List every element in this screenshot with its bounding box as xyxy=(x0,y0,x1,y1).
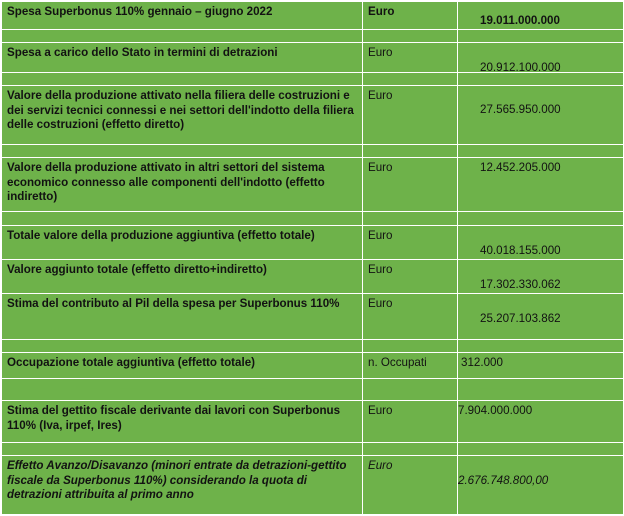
row-unit: Euro xyxy=(363,2,458,30)
row-label: Valore della produzione attivato in altri settori del sistema economico connesso alle componenti dell'indotto (effetto indiretto) xyxy=(2,158,363,212)
table-row xyxy=(2,158,624,212)
row-label: Effetto Avanzo/Disavanzo (minori entrate da detrazioni-gettito fiscale da Superbonus 110%) considerando la quota di detrazioni attribuita al primo anno xyxy=(2,456,363,516)
row-value: 20.912.100.000 xyxy=(480,61,561,73)
table-row xyxy=(2,226,624,260)
row-value-cell xyxy=(458,353,624,379)
superbonus-table-container xyxy=(1,1,623,514)
spacer-row xyxy=(2,73,624,86)
row-unit: Euro xyxy=(363,158,458,212)
spacer-row xyxy=(2,145,624,158)
row-value: 25.207.103.862 xyxy=(480,312,561,325)
row-value: 27.565.950.000 xyxy=(480,103,561,116)
table-row xyxy=(2,401,624,443)
row-unit: Euro xyxy=(363,226,458,260)
superbonus-table xyxy=(1,1,624,516)
spacer-row xyxy=(2,379,624,401)
row-label: Occupazione totale aggiuntiva (effetto totale) xyxy=(2,353,363,379)
row-value: 17.302.330.062 xyxy=(480,278,561,291)
table-row xyxy=(2,43,624,73)
row-unit: Euro xyxy=(363,43,458,73)
row-unit: Euro xyxy=(363,456,458,516)
row-unit: Euro xyxy=(363,86,458,145)
table-row xyxy=(2,294,624,340)
row-value-cell xyxy=(458,260,624,294)
row-value: 19.011.000.000 xyxy=(480,14,560,27)
spacer-row xyxy=(2,212,624,226)
row-value: 312.000 xyxy=(461,356,503,369)
row-label: Totale valore della produzione aggiuntiva (effetto totale) xyxy=(2,226,363,260)
row-unit: Euro xyxy=(363,260,458,294)
spacer-row xyxy=(2,30,624,43)
row-value-cell xyxy=(458,294,624,340)
spacer-row xyxy=(2,340,624,353)
table-row xyxy=(2,86,624,145)
row-label: Spesa Superbonus 110% gennaio – giugno 2022 xyxy=(2,2,363,30)
row-value: 12.452.205.000 xyxy=(480,161,561,174)
table-row xyxy=(2,2,624,30)
row-unit: n. Occupati xyxy=(363,353,458,379)
table-row xyxy=(2,456,624,516)
row-label: Valore aggiunto totale (effetto diretto+indiretto) xyxy=(2,260,363,294)
row-label: Valore della produzione attivato nella filiera delle costruzioni e dei servizi tecnici connessi e nei settori dell'indotto della filiera delle costruzioni (effetto diretto) xyxy=(2,86,363,145)
row-unit: Euro xyxy=(363,294,458,340)
row-value: 7.904.000.000 xyxy=(458,404,533,417)
row-value: 2.676.748.800,00 xyxy=(458,474,549,487)
row-label: Stima del gettito fiscale derivante dai lavori con Superbonus 110% (Iva, irpef, Ires) xyxy=(2,401,363,443)
spacer-row xyxy=(2,443,624,456)
row-label: Stima del contributo al Pil della spesa per Superbonus 110% xyxy=(2,294,363,340)
row-label: Spesa a carico dello Stato in termini di detrazioni xyxy=(2,43,363,73)
row-value-cell xyxy=(458,43,624,73)
row-value-cell xyxy=(458,86,624,145)
row-unit: Euro xyxy=(363,401,458,443)
row-value: 40.018.155.000 xyxy=(480,244,561,257)
row-value-cell xyxy=(458,226,624,260)
row-value-cell xyxy=(458,401,624,443)
table-row xyxy=(2,260,624,294)
table-row xyxy=(2,353,624,379)
row-value-cell xyxy=(458,2,624,30)
row-value-cell xyxy=(458,158,624,212)
row-value-cell xyxy=(458,456,624,516)
